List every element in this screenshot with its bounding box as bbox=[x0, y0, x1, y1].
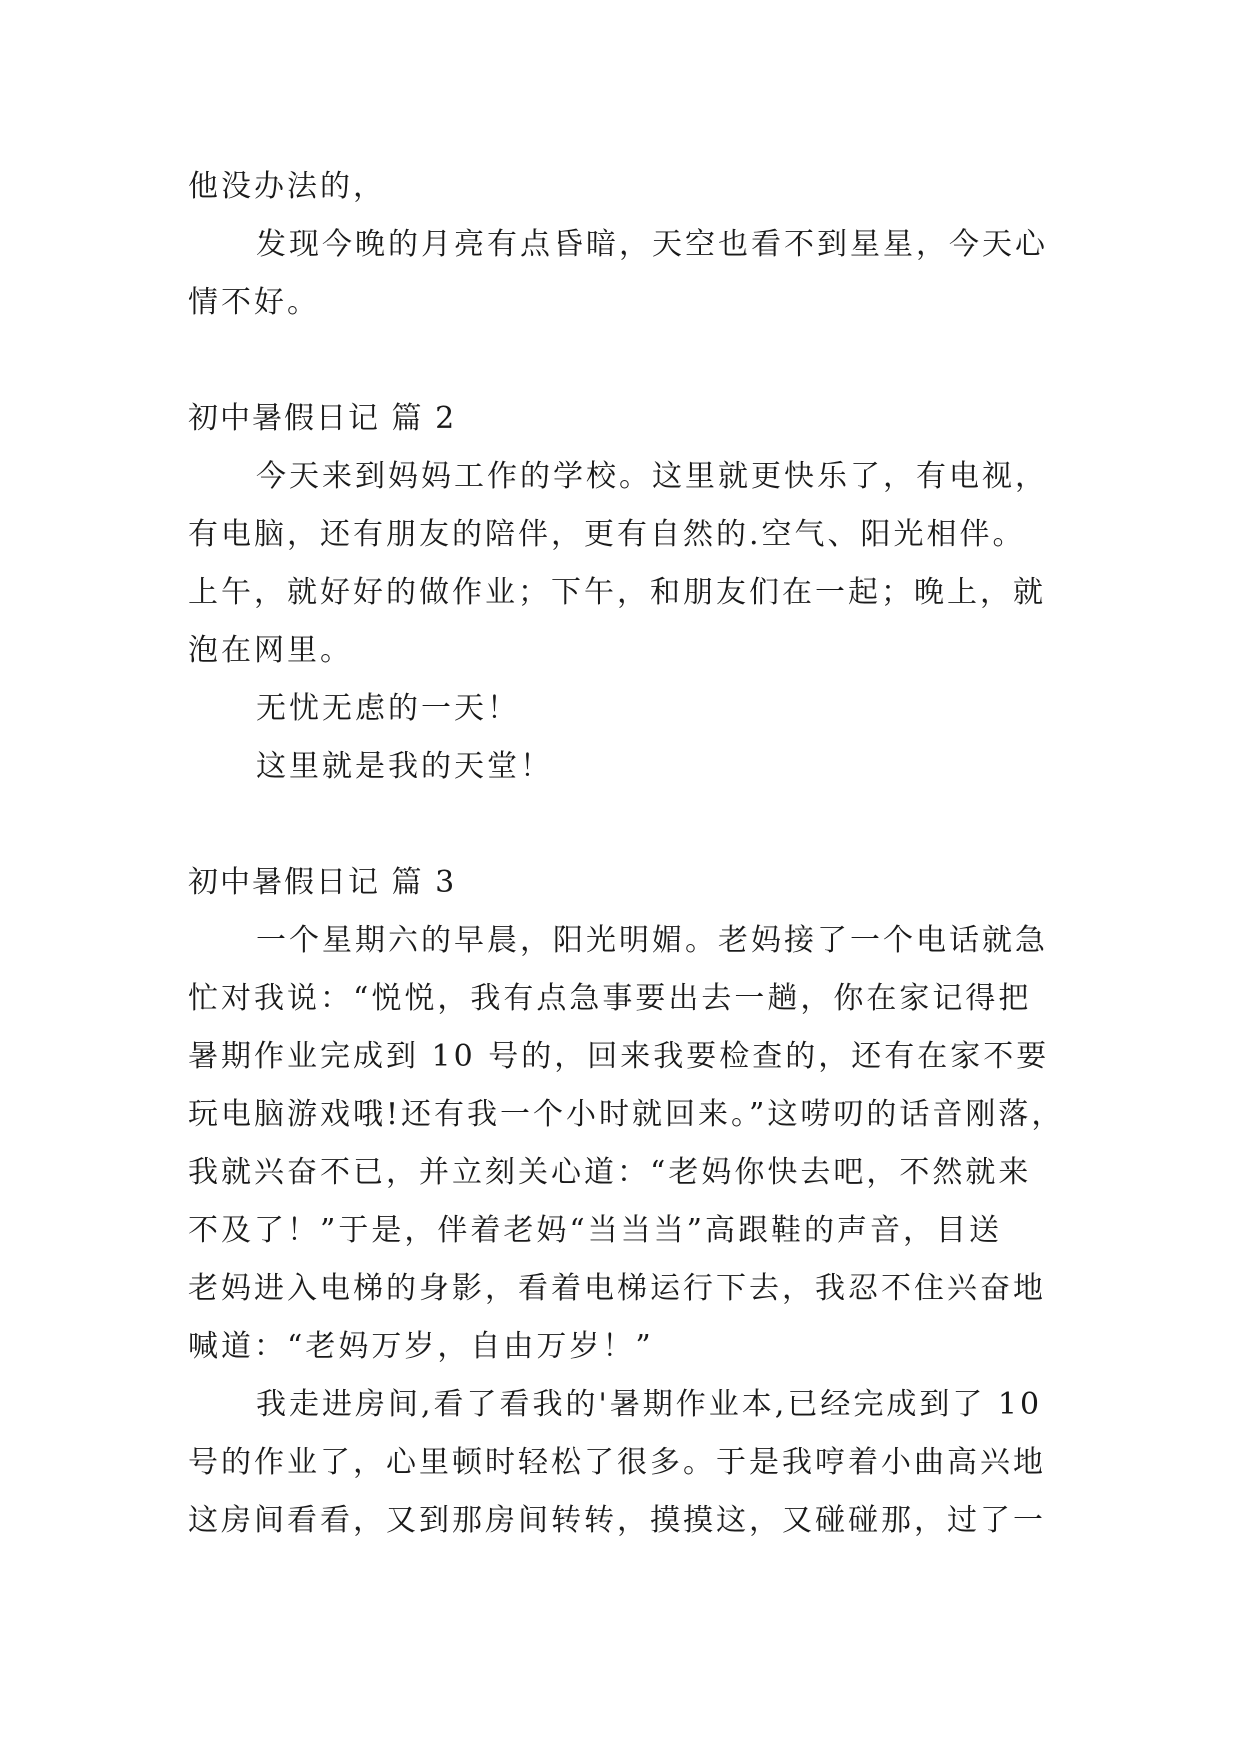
text-line: 情不好。 bbox=[188, 285, 320, 320]
text-line: 我就兴奋不已，并立刻关心道：“老妈你快去吧，不然就来 bbox=[188, 1155, 1032, 1190]
text-line: 有电脑，还有朋友的陪伴，更有自然的.空气、阳光相伴。 bbox=[188, 517, 1026, 552]
text-line: 这房间看看，又到那房间转转，摸摸这，又碰碰那，过了一 bbox=[188, 1503, 1046, 1538]
text-line: 发现今晚的月亮有点昏暗，天空也看不到星星，今天心 bbox=[256, 227, 1048, 262]
text-line: 玩电脑游戏哦!还有我一个小时就回来。”这唠叨的话音刚落， bbox=[188, 1097, 1065, 1132]
section-heading: 初中暑假日记 篇 2 bbox=[188, 401, 457, 436]
document-body bbox=[188, 158, 1065, 1550]
text-line: 泡在网里。 bbox=[188, 633, 353, 668]
text-line: 不及了！”于是，伴着老妈“当当当”高跟鞋的声音，目送 bbox=[188, 1213, 1003, 1248]
text-line: 暑期作业完成到 10 号的，回来我要检查的，还有在家不要 bbox=[188, 1039, 1050, 1074]
text-line: 喊道：“老妈万岁，自由万岁！” bbox=[188, 1329, 654, 1364]
section-heading: 初中暑假日记 篇 3 bbox=[188, 865, 457, 900]
text-line: 上午，就好好的做作业；下午，和朋友们在一起；晚上，就 bbox=[188, 575, 1046, 610]
section-gap bbox=[188, 796, 1056, 854]
text-line: 这里就是我的天堂！ bbox=[256, 749, 553, 784]
text-line: 今天来到妈妈工作的学校。这里就更快乐了，有电视， bbox=[256, 459, 1048, 494]
text-line: 他没办法的， bbox=[188, 169, 386, 204]
section-gap bbox=[188, 332, 1056, 390]
text-line: 无忧无虑的一天！ bbox=[256, 691, 520, 726]
text-line: 号的作业了，心里顿时轻松了很多。于是我哼着小曲高兴地 bbox=[188, 1445, 1046, 1480]
text-line: 忙对我说：“悦悦，我有点急事要出去一趟，你在家记得把 bbox=[188, 981, 1032, 1016]
text-line: 一个星期六的早晨，阳光明媚。老妈接了一个电话就急 bbox=[256, 923, 1048, 958]
text-line: 我走进房间,看了看我的'暑期作业本,已经完成到了 10 bbox=[256, 1387, 1043, 1422]
text-line: 老妈进入电梯的身影，看着电梯运行下去，我忍不住兴奋地 bbox=[188, 1271, 1046, 1306]
